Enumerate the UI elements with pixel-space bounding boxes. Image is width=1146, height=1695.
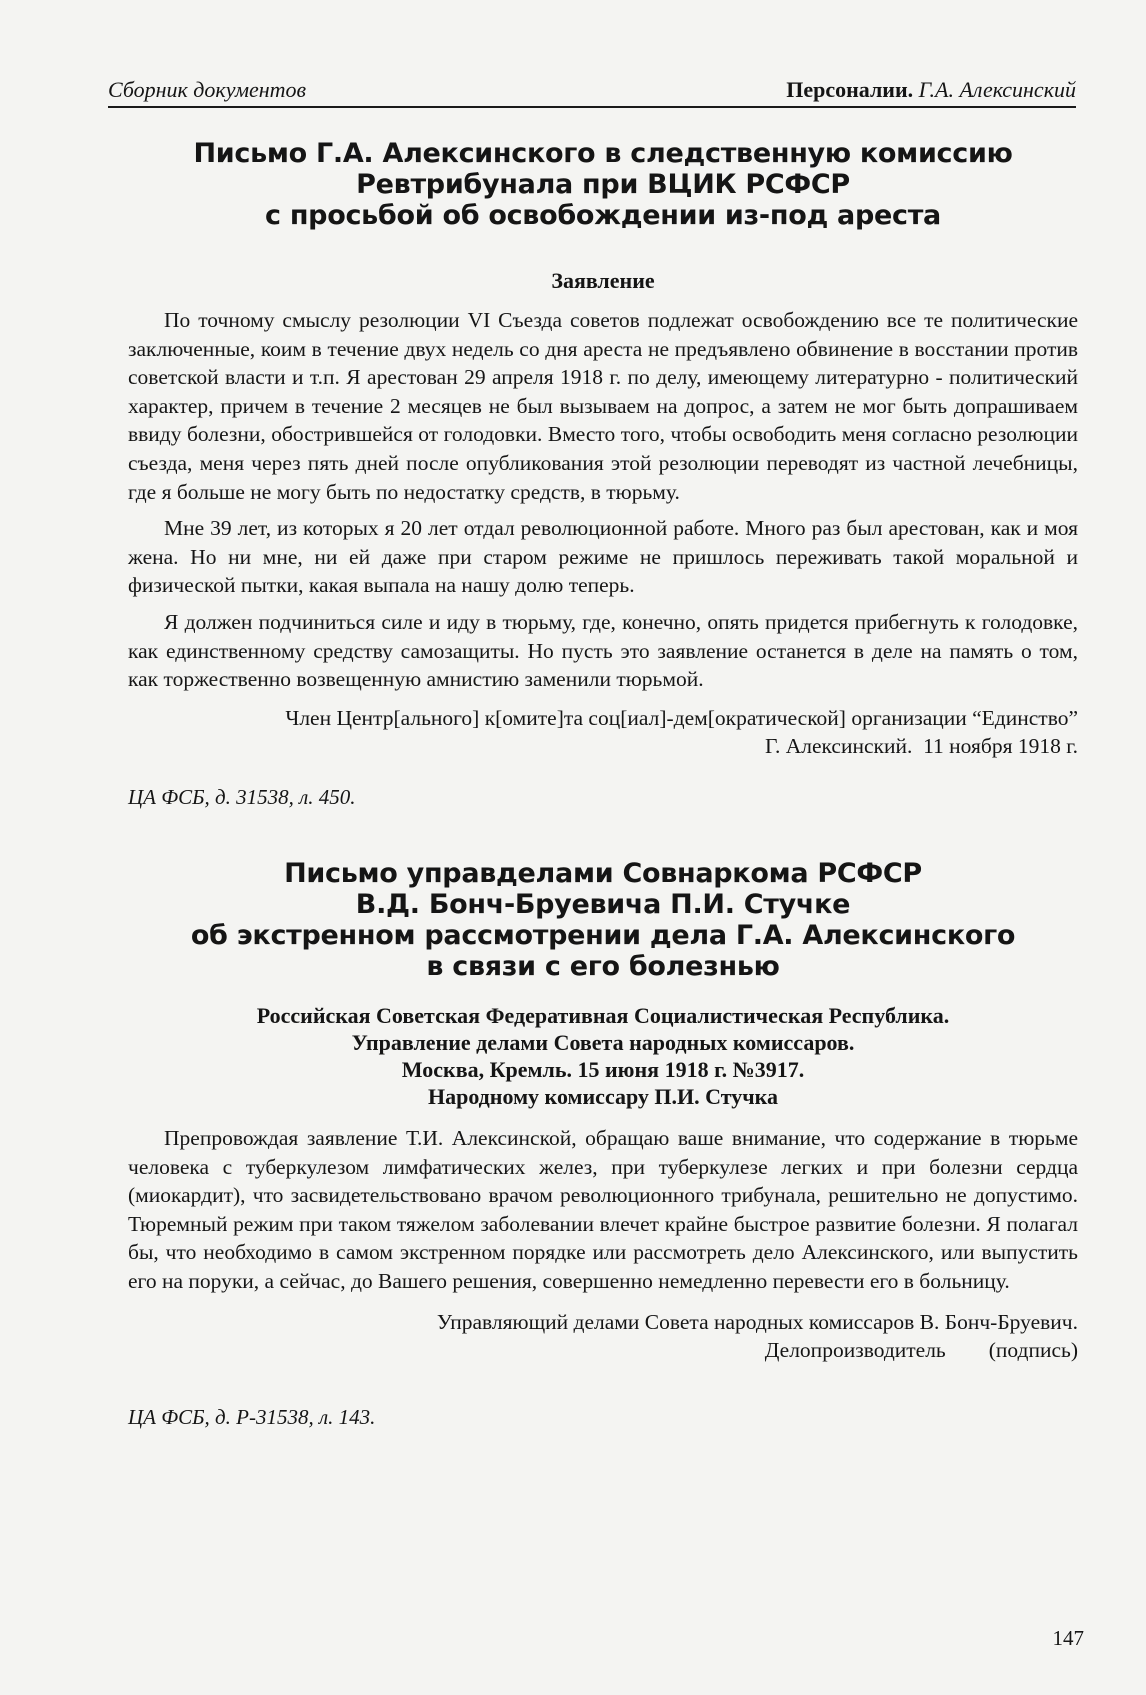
doc1-title-line: с просьбой об освобождении из-под ареста [265, 200, 941, 231]
doc1-paragraph: По точному смыслу резолюции VI Съезда советов подлежат освобождению все те политические заключенные, коим в течение двух недель со дня ареста не предъявлено обвинение в восстании против советской власти и т.п. Я арестован 29 апреля 1918 г. по делу, имеющему литературно - политический характер, причем в течение 2 месяцев не был вызываем на допрос, а затем не мог быть допрашиваем ввиду болезни, обострившейся от голодовки. Вместо того, чтобы освободить меня согласно резолюции съезда, меня через пять дней после опубликования этой резолюции переводят из частной лечебницы, где я больше не могу быть по недостатку средств, в тюрьму. [128, 308, 1078, 504]
doc2-title-line: в связи с его болезнью [426, 951, 780, 982]
letterhead-line: Управление делами Совета народных комиссаров. [351, 1030, 855, 1055]
doc2-addressee: Народному комиссару П.И. Стучка [427, 1084, 779, 1109]
letterhead-line: Москва, Кремль. 15 июня 1918 г. №3917. [401, 1057, 805, 1082]
page-number: 147 [1052, 1626, 1084, 1650]
doc1-title-line: Ревтрибунала при ВЦИК РСФСР [356, 169, 850, 200]
doc2-title-line: В.Д. Бонч-Бруевича П.И. Стучке [355, 889, 851, 920]
doc2-title-line: Письмо управделами Совнаркома РСФСР [284, 858, 922, 889]
collection-title: Сборник документов [108, 77, 307, 102]
doc1-paragraph: Мне 39 лет, из которых я 20 лет отдал революционной работе. Много раз был арестован, как и моя жена. Но ни мне, ни ей даже при старом режиме не пришлось переживать такой моральной и физической пытки, какая выпала на нашу долю теперь. [128, 516, 1078, 598]
running-header [108, 78, 1076, 108]
section-title-bold: Персоналии. [786, 77, 914, 102]
doc1-title-line: Письмо Г.А. Алексинского в следственную комиссию [193, 138, 1013, 169]
letterhead-line: Российская Советская Федеративная Социалистическая Республика. [256, 1003, 950, 1028]
doc1-title [128, 138, 1078, 231]
section-title-italic: Г.А. Алексинский [918, 77, 1076, 102]
doc2-paragraph: Препровождая заявление Т.И. Алексинской, обращаю ваше внимание, что содержание в тюрьме человека с туберкулезом лимфатических желез, при туберкулезе легких и при болезни сердца (миокардит), что засвидетельствовано врачом революционного трибунала, решительно не допустимо. Тюремный режим при таком тяжелом заболевании влечет крайне быстрое развитие болезни. Я полагал бы, что необходимо в самом экстренном порядке или рассмотреть дело Алексинского, или выпустить его на поруки, а сейчас, до Вашего решения, совершенно немедленно перевести его в больницу. [128, 1126, 1078, 1293]
doc1-signature-org: Член Центр[ального] к[омите]та соц[иал]-дем[ократической] организации “Единство” [285, 705, 1078, 730]
doc2-archive-reference: ЦА ФСБ, д. Р-31538, л. 143. [128, 1404, 376, 1429]
doc1-signature-date: Г. Алексинский. 11 ноября 1918 г. [764, 734, 1078, 759]
doc2-title [128, 858, 1078, 982]
doc1-archive-reference: ЦА ФСБ, д. 31538, л. 450. [128, 784, 356, 809]
doc2-title-line: об экстренном рассмотрении дела Г.А. Алексинского [190, 920, 1016, 951]
doc2-signature-clerk: Делопроизводитель (подпись) [764, 1338, 1078, 1363]
document-2 [128, 858, 1078, 1430]
document-1 [128, 138, 1078, 810]
doc1-paragraph: Я должен подчиниться силе и иду в тюрьму, где, конечно, опять придется прибегнуть к голодовке, как единственному средству самозащиты. Но пусть это заявление останется в деле на память о том, как торжественно возвещенную амнистию заменили тюрьмой. [128, 609, 1078, 692]
section-title [786, 77, 1076, 103]
doc1-subtitle: Заявление [551, 268, 655, 293]
doc2-letterhead [128, 1002, 1078, 1110]
doc2-signature-manager: Управляющий делами Совета народных комиссаров В. Бонч-Бруевич. [436, 1309, 1078, 1334]
